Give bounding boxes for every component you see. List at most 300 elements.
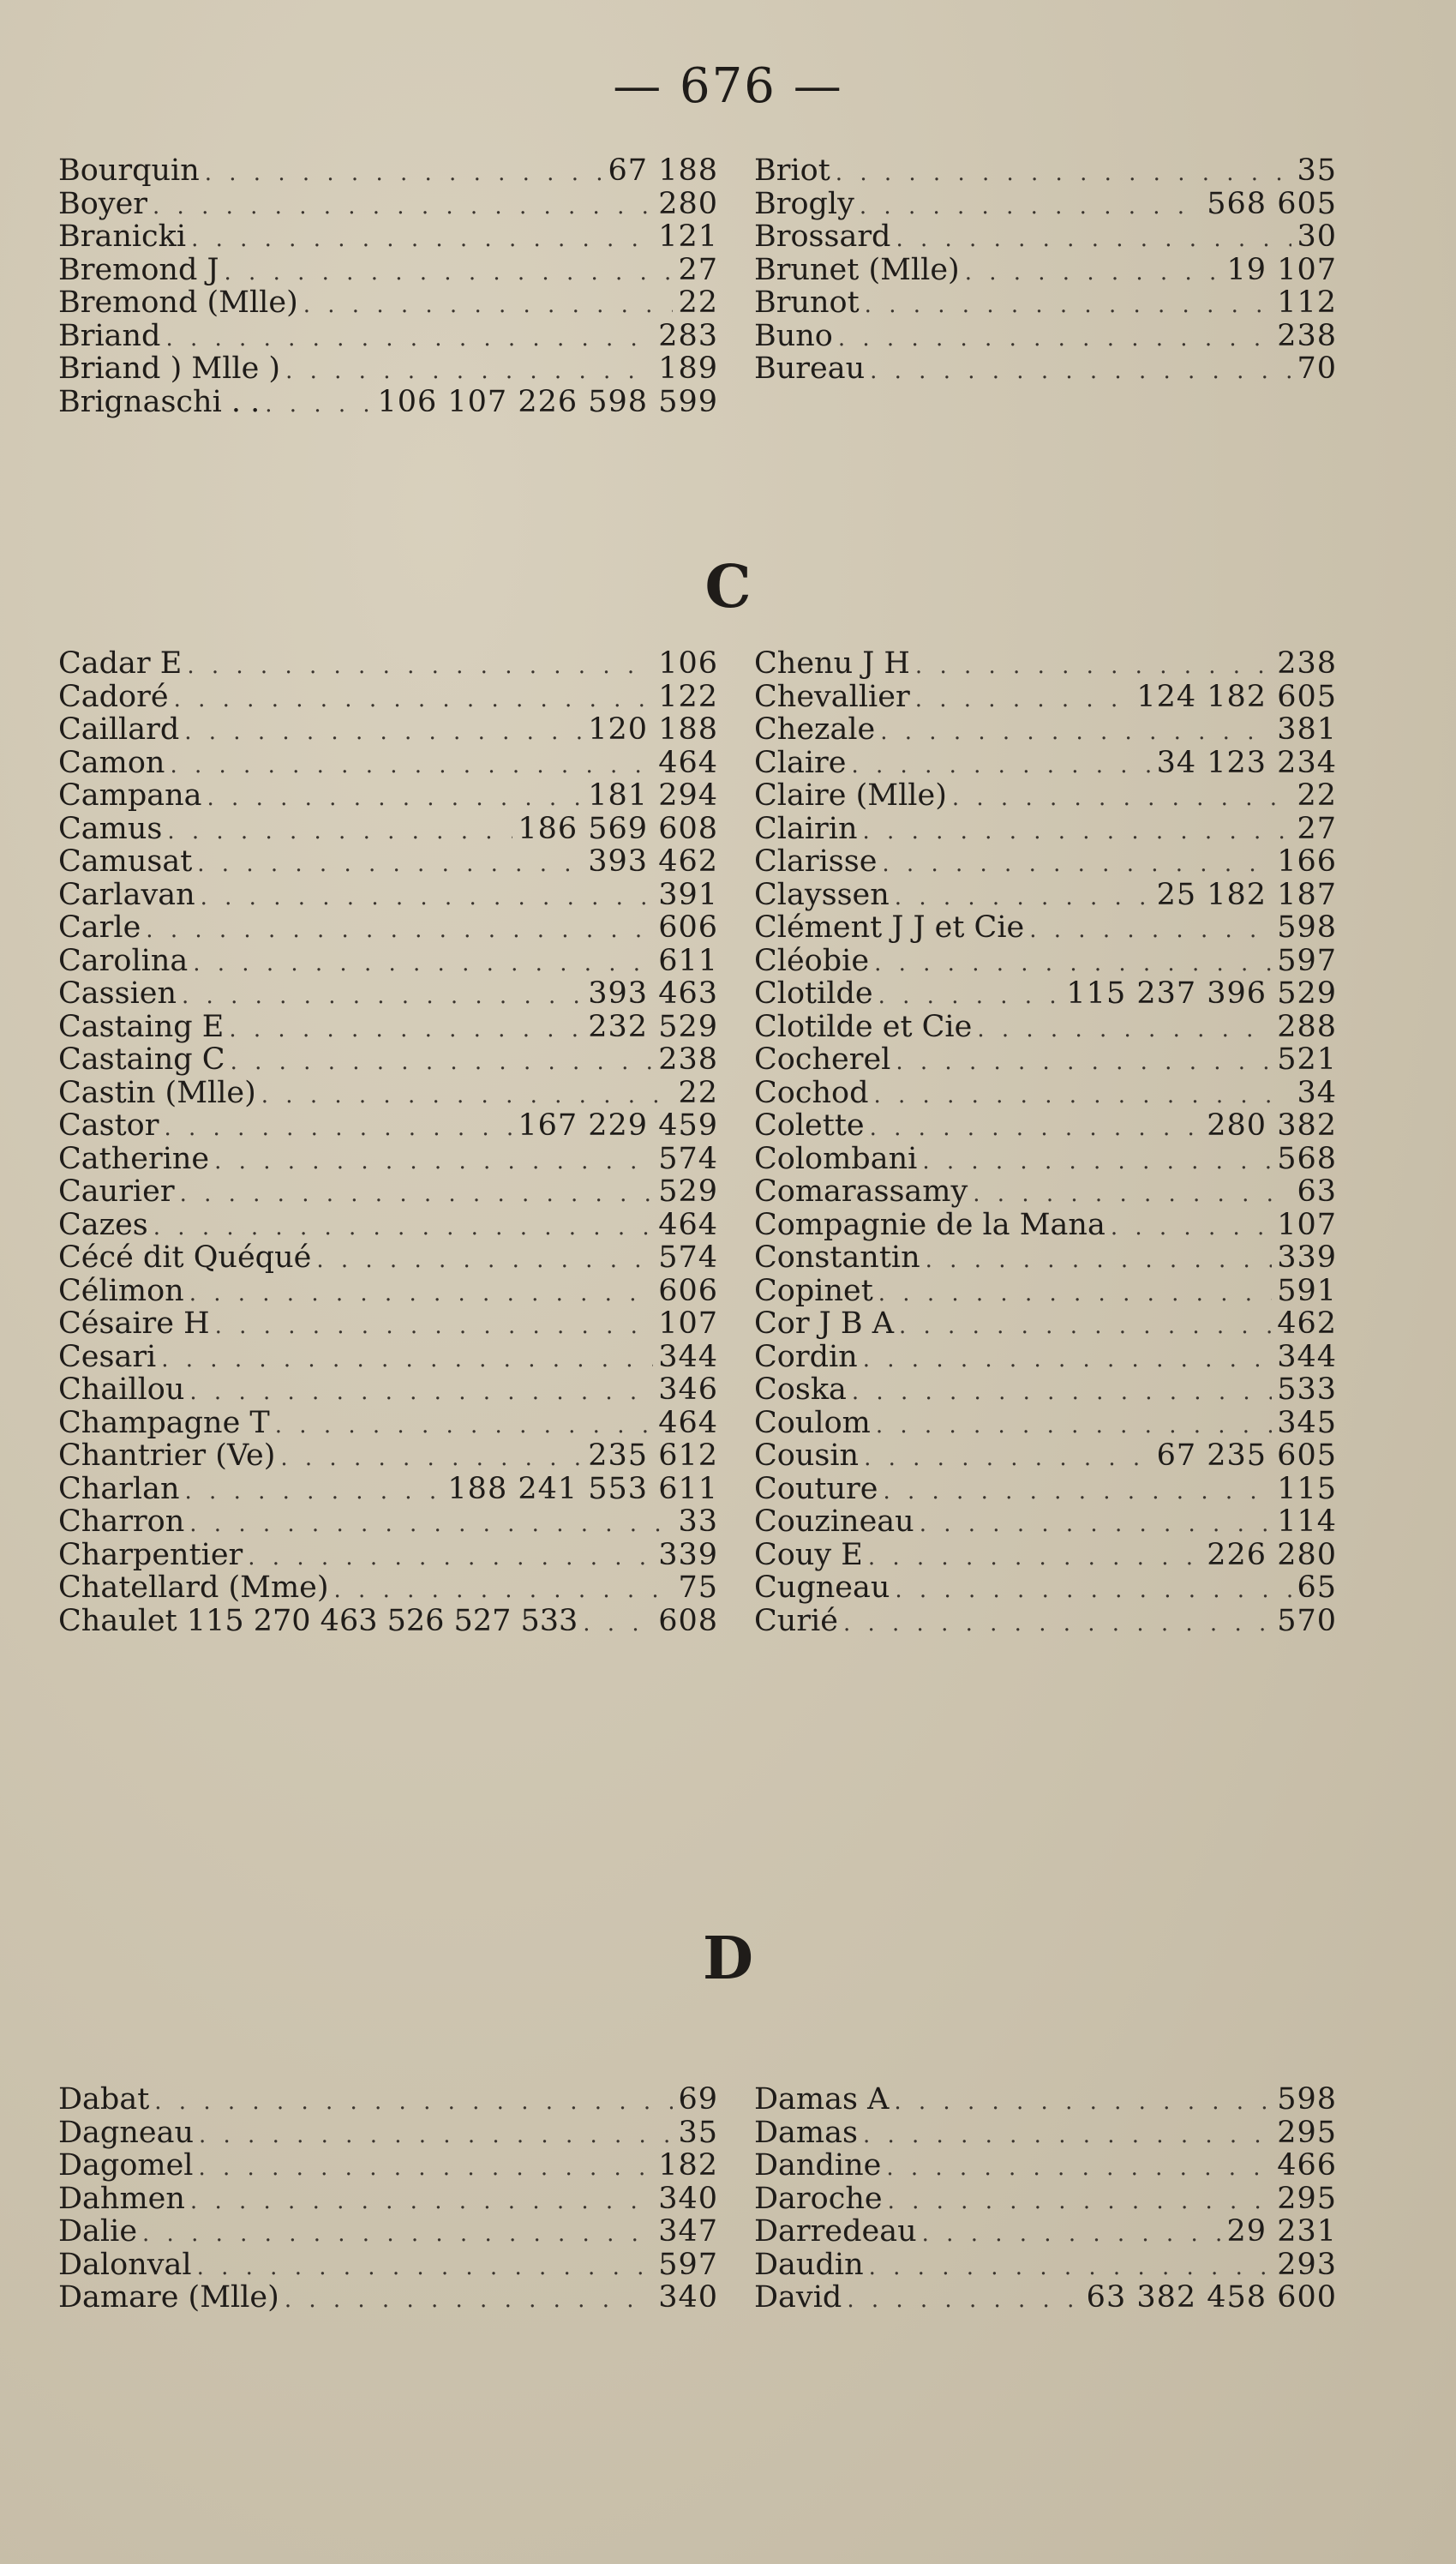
entry-name: Colette	[754, 1109, 865, 1143]
entry-pages: 27	[1297, 812, 1337, 845]
dot-leader	[161, 1343, 653, 1374]
index-entry	[58, 1505, 718, 1539]
index-entry	[58, 681, 718, 714]
index-entry	[754, 1539, 1337, 1572]
dot-leader	[894, 2086, 1272, 2117]
entry-pages: 115	[1277, 1472, 1337, 1505]
dot-leader	[215, 1310, 654, 1341]
dot-leader	[205, 157, 603, 188]
entry-pages: 121	[658, 220, 718, 254]
dot-leader	[190, 2185, 653, 2216]
index-entry	[754, 713, 1337, 747]
entry-name: Brunet (Mlle)	[754, 253, 960, 286]
dot-leader	[174, 683, 654, 714]
entry-name: Clayssen	[754, 878, 890, 911]
entry-name: Camus	[58, 812, 163, 845]
entry-pages: 114	[1277, 1505, 1337, 1539]
index-entry	[754, 845, 1337, 879]
index-entry	[754, 1043, 1337, 1077]
entry-pages: 22	[1297, 779, 1337, 813]
dot-leader	[189, 1277, 654, 1308]
index-entry	[58, 1175, 718, 1209]
index-block-c	[58, 647, 1337, 1637]
entry-name: Camusat	[58, 845, 193, 879]
entry-name: Castor	[58, 1109, 159, 1143]
entry-name: Damas	[754, 2116, 858, 2149]
entry-pages: 606	[658, 911, 718, 945]
dot-leader	[146, 914, 653, 945]
dot-leader	[184, 716, 583, 747]
entry-pages: 464	[658, 1208, 718, 1241]
dot-leader	[164, 1112, 512, 1143]
dot-leader	[214, 1145, 653, 1176]
entry-pages: 235 612	[588, 1439, 718, 1473]
entry-pages: 345	[1277, 1406, 1337, 1439]
index-entry	[754, 286, 1337, 320]
index-entry	[58, 1341, 718, 1374]
index-entry	[754, 2083, 1337, 2117]
entry-name: Compagnie de la Mana	[754, 1208, 1105, 1241]
entry-pages: 70	[1297, 352, 1337, 386]
index-entry	[58, 1043, 718, 1077]
dot-leader	[977, 1013, 1272, 1044]
entry-pages: 280	[658, 187, 718, 220]
entry-pages: 232 529	[588, 1010, 718, 1043]
dot-leader	[182, 980, 583, 1011]
entry-pages: 295	[1277, 2116, 1337, 2149]
dot-leader	[1029, 914, 1272, 945]
dot-leader	[863, 2119, 1272, 2150]
entry-name: Chevallier	[754, 680, 910, 713]
index-entry	[754, 1473, 1337, 1506]
dot-leader	[189, 1376, 653, 1407]
entry-pages: 65	[1297, 1571, 1337, 1605]
entry-pages: 344	[1277, 1340, 1337, 1373]
entry-pages: 339	[1277, 1241, 1337, 1275]
entry-pages: 529	[658, 1175, 718, 1209]
entry-pages: 27	[678, 253, 718, 286]
entry-pages: 568	[1277, 1142, 1337, 1175]
entry-name: Claire	[754, 746, 847, 779]
entry-name: Cesari	[58, 1340, 157, 1373]
index-entry	[754, 2183, 1337, 2216]
dot-leader	[285, 355, 653, 386]
index-entry	[58, 386, 718, 419]
entry-name: Cadar E	[58, 647, 183, 681]
dot-leader	[248, 1541, 653, 1572]
entry-pages: 22	[678, 1076, 718, 1109]
dot-leader	[922, 2218, 1222, 2249]
entry-pages: 166	[1277, 845, 1337, 879]
entry-name: Chantrier (Ve)	[58, 1439, 276, 1473]
index-entry	[58, 845, 718, 879]
dot-leader	[860, 190, 1201, 221]
index-entry	[58, 1275, 718, 1308]
index-entry	[754, 879, 1337, 912]
entry-pages: 107	[1277, 1208, 1337, 1241]
dot-leader	[316, 1244, 653, 1275]
dot-leader	[285, 2284, 653, 2315]
dot-leader	[280, 1442, 583, 1473]
entry-name: Couy E	[754, 1538, 863, 1571]
entry-name: Constantin	[754, 1241, 920, 1275]
entry-pages: 597	[658, 2248, 718, 2281]
index-entry	[754, 2215, 1337, 2249]
entry-name: Buno	[754, 319, 833, 352]
index-entry	[58, 713, 718, 747]
entry-pages: 346	[658, 1373, 718, 1407]
index-entry	[58, 1109, 718, 1143]
dot-leader	[167, 815, 512, 846]
index-entry	[754, 2149, 1337, 2183]
index-column-left	[58, 2083, 718, 2315]
entry-name: Cochod	[754, 1076, 869, 1109]
entry-name: Daroche	[754, 2182, 883, 2215]
entry-name: Carle	[58, 911, 141, 945]
index-entry	[754, 320, 1337, 353]
dot-leader	[869, 2251, 1273, 2282]
entry-name: Coulom	[754, 1406, 871, 1439]
entry-name: Brossard	[754, 220, 891, 254]
entry-pages: 464	[658, 1406, 718, 1439]
index-entry	[58, 1473, 718, 1506]
index-entry	[754, 2249, 1337, 2282]
entry-pages: 182	[658, 2149, 718, 2183]
entry-name: Carlavan	[58, 878, 195, 911]
index-entry	[58, 220, 718, 254]
entry-name: Briot	[754, 154, 830, 188]
dot-leader	[870, 1112, 1202, 1143]
entry-pages: 112	[1277, 286, 1337, 320]
index-entry	[58, 1407, 718, 1440]
entry-name: Dabat	[58, 2083, 150, 2117]
entry-name: Caurier	[58, 1175, 175, 1209]
entry-pages: 464	[658, 746, 718, 779]
entry-pages: 63 382 458 600	[1086, 2281, 1337, 2315]
entry-pages: 598	[1277, 2083, 1337, 2117]
index-column-left	[58, 154, 718, 418]
dot-leader	[878, 980, 1062, 1011]
entry-pages: 19 107	[1226, 253, 1337, 286]
entry-name: Dalonval	[58, 2248, 192, 2281]
index-entry	[58, 1143, 718, 1176]
dot-leader	[880, 716, 1272, 747]
entry-name: David	[754, 2281, 842, 2315]
dot-leader	[896, 1046, 1272, 1077]
entry-pages: 34 123 234	[1156, 746, 1337, 779]
dot-leader	[895, 881, 1152, 912]
entry-pages: 340	[658, 2281, 718, 2315]
entry-pages: 106	[658, 647, 718, 681]
index-block-d	[58, 2083, 1337, 2315]
dot-leader	[231, 1046, 654, 1077]
index-entry	[58, 945, 718, 978]
entry-pages: 226 280	[1207, 1538, 1337, 1571]
dot-leader	[843, 1607, 1272, 1638]
dot-leader	[865, 289, 1273, 320]
entry-pages: 393 462	[588, 845, 718, 879]
entry-name: Damare (Mlle)	[58, 2281, 279, 2315]
index-entry	[58, 879, 718, 912]
dot-leader	[170, 749, 653, 780]
entry-name: Dagneau	[58, 2116, 194, 2149]
index-entry	[754, 1373, 1337, 1407]
entry-pages: 466	[1277, 2149, 1337, 2183]
entry-pages: 608	[658, 1604, 718, 1637]
entry-name: Cugneau	[754, 1571, 890, 1605]
dot-leader	[926, 1244, 1273, 1275]
dot-leader	[868, 1541, 1201, 1572]
entry-name: Cazes	[58, 1208, 148, 1241]
entry-pages: 124 182 605	[1136, 680, 1337, 713]
index-entry	[58, 2149, 718, 2183]
index-entry	[754, 1275, 1337, 1308]
entry-name: Castaing E	[58, 1010, 225, 1043]
entry-pages: 280 382	[1207, 1109, 1337, 1143]
index-entry	[754, 2117, 1337, 2150]
entry-name: Comarassamy	[754, 1175, 968, 1209]
index-entry	[754, 813, 1337, 846]
index-column-right	[754, 154, 1337, 418]
index-entry	[754, 1011, 1337, 1044]
dot-leader	[583, 1607, 653, 1638]
entry-pages: 33	[678, 1505, 718, 1539]
dot-leader	[303, 289, 674, 320]
index-entry	[754, 1175, 1337, 1209]
dot-leader	[874, 947, 1272, 978]
entry-name: Cécé dit Quéqué	[58, 1241, 312, 1275]
index-entry	[58, 1605, 718, 1638]
index-entry	[754, 1505, 1337, 1539]
entry-pages: 67 188	[608, 154, 718, 188]
entry-name: Dagomel	[58, 2149, 194, 2183]
index-entry	[58, 2249, 718, 2282]
entry-pages: 606	[658, 1274, 718, 1307]
dot-leader	[920, 1508, 1272, 1539]
entry-pages: 75	[678, 1571, 718, 1605]
index-entry	[58, 747, 718, 780]
dot-leader	[189, 1508, 673, 1539]
index-entry	[58, 254, 718, 287]
index-entry	[754, 1341, 1337, 1374]
entry-name: Cocherel	[754, 1043, 891, 1077]
entry-pages: 344	[658, 1340, 718, 1373]
entry-name: Brogly	[754, 187, 854, 220]
entry-pages: 393 463	[588, 977, 718, 1011]
index-entry	[58, 2117, 718, 2150]
index-entry	[58, 647, 718, 681]
index-entry	[754, 220, 1337, 254]
entry-name: Cor J B A	[754, 1307, 894, 1341]
entry-name: Cordin	[754, 1340, 858, 1373]
entry-pages: 568 605	[1207, 187, 1337, 220]
entry-name: Césaire H	[58, 1307, 210, 1341]
entry-pages: 293	[1277, 2248, 1337, 2281]
dot-leader	[886, 2152, 1272, 2183]
entry-name: Bremond J	[58, 253, 219, 286]
entry-name: Briand ) Mlle )	[58, 352, 281, 386]
index-entry	[58, 2215, 718, 2249]
entry-pages: 22	[678, 286, 718, 320]
section-letter-d: D	[703, 1925, 753, 1993]
dot-leader	[896, 223, 1291, 254]
index-entry	[58, 2281, 718, 2315]
dot-leader	[863, 815, 1292, 846]
entry-pages: 188 241 553 611	[447, 1472, 718, 1505]
entry-pages: 533	[1277, 1373, 1337, 1407]
dot-leader	[225, 256, 674, 287]
index-entry	[754, 352, 1337, 386]
dot-leader	[229, 1013, 583, 1044]
dot-leader	[973, 1178, 1291, 1209]
entry-pages: 391	[658, 878, 718, 911]
entry-pages: 283	[658, 319, 718, 352]
dot-leader	[165, 322, 653, 353]
dot-leader	[836, 157, 1292, 188]
page-number: — 676 —	[613, 58, 843, 114]
entry-pages: 288	[1277, 1010, 1337, 1043]
entry-pages: 339	[658, 1538, 718, 1571]
entry-name: Cléobie	[754, 944, 870, 977]
entry-name: Clarisse	[754, 845, 878, 879]
entry-name: Briand	[58, 319, 161, 352]
dot-leader	[895, 1574, 1291, 1605]
entry-pages: 63	[1297, 1175, 1337, 1209]
entry-name: Charron	[58, 1505, 185, 1539]
index-entry	[58, 1439, 718, 1473]
dot-leader	[261, 1079, 674, 1110]
dot-leader	[965, 256, 1222, 287]
dot-leader	[882, 848, 1272, 879]
index-entry	[58, 1373, 718, 1407]
entry-pages: 238	[658, 1043, 718, 1077]
entry-name: Cadoré	[58, 680, 169, 713]
entry-pages: 347	[658, 2215, 718, 2249]
index-entry	[58, 1209, 718, 1242]
dot-leader	[922, 1145, 1272, 1176]
dot-leader	[142, 2218, 653, 2249]
entry-pages: 189	[658, 352, 718, 386]
index-entry	[754, 647, 1337, 681]
entry-name: Castin (Mlle)	[58, 1076, 256, 1109]
entry-name: Bourquin	[58, 154, 200, 188]
dot-leader	[275, 1409, 653, 1440]
entry-name: Chenu J H	[754, 647, 910, 681]
index-entry	[754, 1077, 1337, 1110]
entry-name: Bremond (Mlle)	[58, 286, 298, 320]
index-column-right	[754, 2083, 1337, 2315]
entry-name: Cassien	[58, 977, 177, 1011]
dot-leader	[870, 355, 1291, 386]
dot-leader	[915, 683, 1132, 714]
index-entry	[58, 320, 718, 353]
dot-leader	[876, 1409, 1272, 1440]
entry-name: Cousin	[754, 1439, 860, 1473]
index-entry	[754, 747, 1337, 780]
dot-leader	[207, 782, 584, 813]
index-entry	[58, 1011, 718, 1044]
entry-pages: 462	[1277, 1307, 1337, 1341]
entry-name: Clotilde et Cie	[754, 1010, 973, 1043]
entry-pages: 611	[658, 944, 718, 977]
entry-pages: 29 231	[1226, 2215, 1337, 2249]
entry-pages: 34	[1297, 1076, 1337, 1109]
dot-leader	[153, 1211, 653, 1242]
index-entry	[754, 911, 1337, 945]
entry-name: Castaing C	[58, 1043, 225, 1077]
dot-leader	[191, 223, 653, 254]
entry-name: Brunot	[754, 286, 860, 320]
dot-leader	[199, 2152, 654, 2183]
index-column-left	[58, 647, 718, 1637]
entry-name: Bureau	[754, 352, 866, 386]
entry-name: Chatellard (Mme)	[58, 1571, 329, 1605]
dot-leader	[180, 1178, 654, 1209]
section-letter-c: C	[704, 553, 752, 621]
entry-name: Damas A	[754, 2083, 890, 2117]
entry-name: Célimon	[58, 1274, 184, 1307]
dot-leader	[199, 2119, 673, 2150]
index-entry	[754, 188, 1337, 221]
dot-leader	[863, 1343, 1272, 1374]
index-column-right	[754, 647, 1337, 1637]
index-block-b	[58, 154, 1337, 418]
entry-pages: 186 569 608	[518, 812, 718, 845]
index-entry	[58, 1241, 718, 1275]
index-entry	[754, 2281, 1337, 2315]
dot-leader	[1111, 1211, 1272, 1242]
dot-leader	[193, 947, 653, 978]
index-entry	[58, 911, 718, 945]
entry-pages: 570	[1277, 1604, 1337, 1637]
dot-leader	[883, 1475, 1272, 1506]
index-entry	[754, 1307, 1337, 1341]
entry-name: Colombani	[754, 1142, 918, 1175]
index-entry	[58, 779, 718, 813]
dot-leader	[154, 2086, 673, 2117]
dot-leader	[185, 1475, 443, 1506]
dot-leader	[915, 650, 1272, 681]
entry-pages: 381	[1277, 713, 1337, 747]
entry-pages: 106 107 226 598 599	[377, 385, 718, 418]
dot-leader	[873, 1079, 1291, 1110]
entry-pages: 115 237 396 529	[1066, 977, 1337, 1011]
dot-leader	[187, 650, 653, 681]
entry-name: Campana	[58, 779, 202, 813]
dot-leader	[153, 190, 653, 221]
dot-leader	[899, 1310, 1272, 1341]
dot-leader	[197, 2251, 654, 2282]
entry-pages: 122	[658, 680, 718, 713]
entry-name: Chaillou	[58, 1373, 185, 1407]
dot-leader	[852, 1376, 1272, 1407]
index-entry	[754, 945, 1337, 978]
entry-pages: 167 229 459	[518, 1109, 718, 1143]
dot-leader	[838, 322, 1272, 353]
entry-name: Champagne T	[58, 1406, 270, 1439]
entry-pages: 238	[1277, 319, 1337, 352]
dot-leader	[851, 749, 1151, 780]
entry-name: Clairin	[754, 812, 858, 845]
index-entry	[58, 813, 718, 846]
entry-name: Caillard	[58, 713, 180, 747]
entry-pages: 238	[1277, 647, 1337, 681]
entry-name: Chaulet 115 270 463 526 527 533	[58, 1604, 578, 1637]
index-entry	[754, 779, 1337, 813]
entry-pages: 35	[1297, 154, 1337, 188]
index-entry	[58, 2183, 718, 2216]
entry-name: Couzineau	[754, 1505, 914, 1539]
